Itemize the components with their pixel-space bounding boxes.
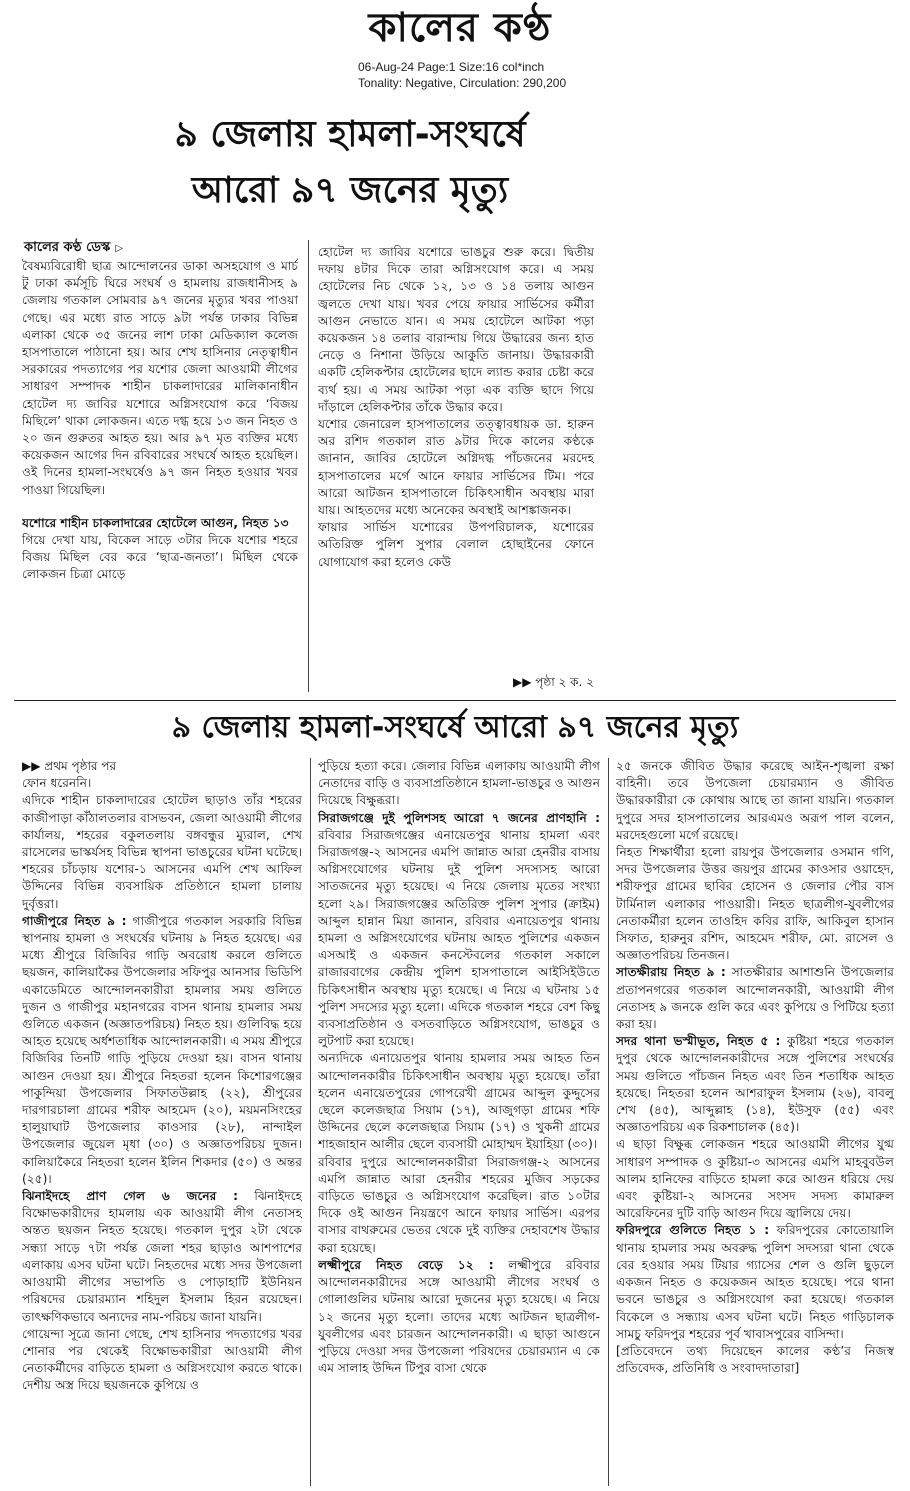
clip-meta-date-size: 06-Aug-24 Page:1 Size:16 col*inch bbox=[358, 60, 545, 74]
subhead-sirajganj: সিরাজগঞ্জে দুই পুলিশসহ আরো ৭ জনের প্রাণহানি : bbox=[318, 810, 600, 825]
byline-text: কালের কণ্ঠ ডেস্ক bbox=[24, 240, 111, 255]
top-headline-line2: আরো ৯৭ জনের মৃত্যু bbox=[191, 170, 509, 211]
jump-col2-paragraph: পুড়িয়ে হত্যা করে। জেলার বিভিন্ন এলাকায় আওয়ামী লীগ নেতাদের বাড়ি ও ব্যবসাপ্রতিষ্ঠানে হামলা-ভাঙচুর ও আগুন দিয়েছে বিক্ষুব্ধরা। bbox=[318, 759, 600, 808]
column-divider-2 bbox=[310, 758, 311, 1486]
top-headline-line1: ৯ জেলায় হামলা-সংঘর্ষে bbox=[174, 114, 526, 155]
jump-column-3: ২৫ জনকে জীবিত উদ্ধার করেছে আইন-শৃঙ্খলা রক্ষা বাহিনী। তবে উপজেলা চেয়ারম্যান ও জীবিত উদ্ধারকারীরা কে কোথায় আছে তা জানা যায়নি। গতকাল দুপুরে সদর হাসপাতালের আরএমও অরূপ পাল বলেন, মরদেহগুলো মর্গে রয়েছে। নিহত শিক্ষার্থীরা হলো রায়পুর উপজেলার ওসমান গণি, সদর উপজেলার উত্তর জয়পুর গ্রামের কাওসার ওয়াহেদ, শরীফপুর গ্রামের ছাবির হোসেন ও জেলার পৌর বাস টার্মিনাল এলাকার পাওয়ারী। নিহত ছাত্রলীগ-যুবলীগের নেতাকর্মীরা হলেন তাওহিদ কবির রাফি, আকিবুল হাসান সিফাত, হারুনুর রশিদ, আহমেদ শরীফ, মো. রাসেল ও অজ্ঞাতপরিচয় তিনজন। সাতক্ষীরায় নিহত ৯ : সাতক্ষীরার আশাশুনি উপজেলার প্রতাপনগরের গতকাল আন্দোলনকারী, আওয়ামী লীগ নেতাসহ ৯ জনকে গুলি করে এবং কুপিয়ে ও পিটিয়ে হত্যা করা হয়। সদর থানা ভস্মীভূত, নিহত ৫ : কুষ্টিয়া শহরে গতকাল দুপুর থেকে আন্দোলনকারীদের সঙ্গে পুলিশের সংঘর্ষের সময় গুলিতে পাঁচজন নিহত এবং তিন শতাধিক আহত হয়েছে। নিহতরা হলেন আশরাফুল ইসলাম (২৬), বাবলু শেখ (৪৫), আব্দুল্লাহ (১৪), ইউসুফ (৫৫) এবং অজ্ঞাতপরিচয় এক রিকশাচালক (৪৫)। এ ছাড়া বিক্ষুব্ধ লোকজন শহরে আওয়ামী লীগের যুগ্ম সাধারণ সম্পাদক ও কুষ্টিয়া-৩ আসনের এমপি মাহবুবউল আলম হানিফের বাড়িতে হামলা করে আগুন ধরিয়ে দেয় এবং কুষ্টিয়া-২ আসনের সংসদ সদস্য কামারুল আরেফিনের দুটি বাড়ি আগুন দিয়ে জ্বালিয়ে দেয়। ফরিদপুরে গুলিতে নিহত ১ : ফরিদপুরের কোতোয়ালি থানায় হামলার সময় অবরুদ্ধ পুলিশ সদস্যরা থানা থেকে বের হওয়ার সময় টিয়ার গ্যাসের শেল ও গুলি ছুড়লে একজন নিহত ও কয়েকজন আহত হয়েছে। পরে থানা ভবনে ভাঙচুর ও অগ্নিসংযোগ করা হয়েছে। গতকাল বিকেলে ও সন্ধ্যায় এসব ঘটনা ঘটে। নিহত গাড়িচালক সামচু ফরিদপুর শহরের পূর্ব খাবাসপুরের বাসিন্দা। [প্রতিবেদনে তথ্য দিয়েছেন কালের কণ্ঠ’র নিজস্ব প্রতিবেদক, প্রতিনিধি ও সংবাদদাতারা] bbox=[616, 758, 894, 1486]
continued-on-page: ▶▶ পৃষ্ঠা ২ ক. ২ bbox=[513, 675, 594, 689]
jump-col1-paragraph-5: গোয়েন্দা সূত্রে জানা গেছে, শেখ হাসিনার পদত্যাগের খবর শোনার পর থেকেই বিক্ষোভকারীরা আওয়ামী লীগ নেতাকর্মীদের বাড়িতে হামলা ও অগ্নিসংযোগ করতে থাকে। দেশীয় অস্ত্র দিয়ে ছয়জনকে কুপিয়ে ও bbox=[22, 1326, 302, 1393]
top-col2-paragraph-3: ফায়ার সার্ভিস যশোরের উপপরিচালক, যশোরের অতিরিক্ত পুলিশ সুপার বেলাল হোছাইনের ফোনে যোগাযোগ করা হলেও কেউ bbox=[318, 520, 594, 569]
top-story-column-2 bbox=[318, 244, 594, 672]
jump-col1-paragraph-4: ঝিনাইদহে প্রাণ গেল ৬ জনের : ঝিনাইদহে বিক্ষোভকারীদের হামলায় এক আওয়ামী লীগ নেতাসহ অন্তত ছয়জন নিহত হয়েছে। গতকাল দুপুর ২টা থেকে সন্ধ্যা সাড়ে ৭টা পর্যন্ত জেলা শহর ছাড়াও আশপাশের এলাকায় এসব ঘটনা ঘটে। নিহতদের মধ্যে সদর উপজেলা আওয়ামী লীগের সভাপতি ও পোড়াহাটি ইউনিয়ন পরিষদের চেয়ারম্যান শহিদুল ইসলাম হিরন রয়েছেন। তাৎক্ষণিকভাবে অন্যদের নাম-পরিচয় জানা যায়নি। bbox=[22, 1189, 302, 1324]
column-divider bbox=[308, 240, 309, 692]
top-col1-paragraph: বৈষম্যবিরোধী ছাত্র আন্দোলনের ডাকা অসহযোগ ও মার্চ টু ঢাকা কর্মসূচি ঘিরে সংঘর্ষ ও হামলায় রাজধানীসহ ৯ জেলায় গতকাল সোমবার ৯৭ জনের মৃত্যুর খবর পাওয়া গেছে। এর মধ্যে রাত সাড়ে ৯টা পর্যন্ত ঢাকার বিভিন্ন এলাকা থেকে ৩৫ জনের লাশ ঢাকা মেডিক্যাল কলেজ হাসপাতালে পাঠানো হয়। আর শেখ হাসিনার নেতৃত্বাধীন সরকারের পদত্যাগের পর যশোর জেলা আওয়ামী লীগের সাধারণ সম্পাদক শাহীন চাকলাদারের মালিকানাধীন হোটেল দ্য জাবির যশোরে অগ্নিসংযোগ করে ‘বিজয় মিছিলে’ থাকা লোকজন। এতে দগ্ধ হয়ে ১৩ জন নিহত ও ২০ জন গুরুতর আহত হয়। আর ৯৭ মৃত ব্যক্তির মধ্যে কয়েকজন আগের দিন রবিবারের সংঘর্ষে আহত হয়েছিল। ওই দিনের হামলা-সংঘর্ষেও ৯৭ জন নিহত হওয়ার খবর পাওয়া গিয়েছিল। bbox=[22, 259, 298, 497]
subhead-gazipur: গাজীপুরে নিহত ৯ : bbox=[22, 913, 127, 928]
subhead-lakshmipur: লক্ষ্মীপুরে নিহত বেড়ে ১২ : bbox=[318, 1257, 494, 1272]
top-story-column-1 bbox=[22, 258, 298, 692]
subhead-jhenaidah: ঝিনাইদহে প্রাণ গেল ৬ জনের : bbox=[22, 1189, 239, 1204]
jump-col3-credit: [প্রতিবেদনে তথ্য দিয়েছেন কালের কণ্ঠ’র নিজস্ব প্রতিবেদক, প্রতিনিধি ও সংবাদদাতারা] bbox=[616, 1343, 894, 1376]
jump-headline: ৯ জেলায় হামলা-সংঘর্ষে আরো ৯৭ জনের মৃত্যু bbox=[171, 710, 739, 745]
top-col2-paragraph-2: যশোর জেনারেল হাসপাতালের তত্ত্বাবধায়ক ডা. হারুন অর রশিদ গতকাল রাত ৯টার দিকে কালের কণ্ঠকে জানান, জাবির হোটেলে অগ্নিদগ্ধ পাঁচজনের মরদেহ হাসপাতালের মর্গে আনে ফায়ার সার্ভিসের টিম। পরে আরো আটজন হাসপাতালে চিকিৎসাধীন অবস্থায় মারা যায়। আহতদের মধ্যে অনেকের অবস্থাই আশঙ্কাজনক। bbox=[318, 417, 594, 518]
section-divider bbox=[14, 700, 896, 701]
byline-arrow-icon: ▷ bbox=[115, 243, 124, 254]
top-col1-paragraph-2: গিয়ে দেখা যায়, বিকেল সাড়ে ৩টার দিকে যশোর শহরে বিজয় মিছিল বের করে ‘ছাত্র-জনতা’। মিছিল থেকে লোকজন চিত্রা মোড়ে bbox=[22, 533, 298, 582]
subhead-satkhira: সাতক্ষীরায় নিহত ৯ : bbox=[616, 965, 726, 980]
subhead-faridpur: ফরিদপুরে গুলিতে নিহত ১ : bbox=[616, 1223, 770, 1238]
column-divider-3 bbox=[608, 758, 609, 1486]
jump-col1-paragraph-2: এদিকে শাহীন চাকলাদারের হোটেল ছাড়াও তাঁর শহরের কাজীপাড়া কাঁঠালতলার বাসভবন, জেলা আওয়ামী লীগের কার্যালয়, শহরের বকুলতলায় বঙ্গবন্ধুর ম্যুরাল, শেখ রাসেলের ভাস্কর্যসহ বিভিন্ন স্থাপনা ভাঙচুরের ঘটনা ঘটেছে। শহরের চাঁচড়ায় যশোর-১ আসনের এমপি শেখ আফিল উদ্দিনের বিভিন্ন ব্যবসায়িক প্রতিষ্ঠানে হামলা চালায় দুর্বৃত্তরা। bbox=[22, 793, 302, 911]
from-front-page: ▶▶ প্রথম পৃষ্ঠার পর bbox=[22, 759, 117, 773]
jump-col1-paragraph: ফোন ধরেননি। bbox=[22, 776, 92, 791]
top-col2-paragraph: হোটেল দ্য জাবির যশোরে ভাঙচুর শুরু করে। দ্বিতীয় দফায় ৪টার দিকে তারা অগ্নিসংযোগ করে। এ সময় হোটেলের নিচ থেকে ১২, ১৩ ও ১৪ তলায় আগুন জ্বলতে দেখা যায়। খবর পেয়ে ফায়ার সার্ভিসের কর্মীরা আগুন নেভাতে যান। এ সময় হোটেলে আটকা পড়া কয়েকজন ১৪ তলার বারান্দায় গিয়ে উদ্ধারের জন্য হাত নেড়ে ও নিশানা উড়িয়ে আকুতি জানায়। উদ্ধারকারী একটি হেলিকপ্টার হোটেলের ছাদে ল্যান্ড করার চেষ্টা করে ব্যর্থ হয়। এ সময় আটকা পড়া এক ব্যক্তি ছাদে গিয়ে দাঁড়ালে হেলিকপ্টার তাঁকে উদ্ধার করে। bbox=[318, 245, 594, 414]
jump-col1-paragraph-3: গাজীপুরে নিহত ৯ : গাজীপুরে গতকাল সরকারি বিভিন্ন স্থাপনায় হামলা ও সংঘর্ষের ঘটনায় ৯ নিহত হয়েছে। এর মধ্যে শ্রীপুরে বিজিবির গাড়ি অবরোধ করলে গুলিতে ছয়জন, কালিয়াকৈর উপজেলার সফিপুর আনসার ভিডিপি একাডেমিতে আন্দোলনকারীরা হামলার সময় গুলিতে দুজন ও গাজীপুর মহানগরের বাসন থানায় হামলার সময় গুলিতে একজন (অজ্ঞাতপরিচয়) নিহত হয়। গুলিবিদ্ধ হয়ে আহত হয়েছে অর্ধশতাধিক আন্দোলনকারী। এ সময় শ্রীপুরে বিজিবির তিনটি গাড়ি পুড়িয়ে দেওয়া হয়। বাসন থানায় আগুন দেওয়া হয়। শ্রীপুরে নিহতরা হলেন কিশোরগঞ্জের পাকুন্দিয়া উপজেলার সিফাতউল্লাহ (২২), শ্রীপুরের দারগারচালা গ্রামের শরীফ আহমেদ (২০), ময়মনসিংহের হালুয়াঘাট উপজেলার কাওসার (২৮), নান্দাইল উপজেলার জুয়েল মৃধা (৩০) ও অজ্ঞাতপরিচয় দুজন। কালিয়াকৈরে নিহতরা হলেন ইলিন শিকদার (৫০) ও অন্তর (২৫)। bbox=[22, 913, 302, 1186]
clip-meta-tonality: Tonality: Negative, Circulation: 290,200 bbox=[358, 76, 567, 90]
jump-column-2: পুড়িয়ে হত্যা করে। জেলার বিভিন্ন এলাকায় আওয়ামী লীগ নেতাদের বাড়ি ও ব্যবসাপ্রতিষ্ঠানে হামলা-ভাঙচুর ও আগুন দিয়েছে বিক্ষুব্ধরা। সিরাজগঞ্জে দুই পুলিশসহ আরো ৭ জনের প্রাণহানি : রবিবার সিরাজগঞ্জের এনায়েতপুর থানায় হামলা এবং সিরাজগঞ্জ-২ আসনের এমপি জান্নাত আরা হেনরীর বাসায় অগ্নিসংযোগের ঘটনায় দুই পুলিশ সদস্যসহ আরো সাতজনের মৃত্যু হয়েছে। এ নিয়ে জেলায় মৃতের সংখ্যা হলো ২৯। সিরাজগঞ্জের অতিরিক্ত পুলিশ সুপার (ক্রাইম) আব্দুল হান্নান মিয়া জানান, রবিবার এনায়েতপুর থানায় হামলা ও অগ্নিসংযোগের ঘটনায় আহত পুলিশের একজন এসআই ও একজন কনস্টেবলের গতকাল সকালে রাজারবাগের কেন্দ্রীয় পুলিশ হাসপাতালে আইসিইউতে চিকিৎসাধীন অবস্থায় মৃত্যু হয়েছে। এ নিয়ে এ ঘটনায় ১৫ পুলিশ সদস্যের মৃত্যু হলো। এদিকে গতকাল শহরে বেশ কিছু ব্যবসাপ্রতিষ্ঠান ও বসতবাড়িতে অগ্নিসংযোগ, ভাঙচুর ও লুটপাট করা হয়েছে। অন্যদিকে এনায়েতপুর থানায় হামলার সময় আহত তিন আন্দোলনকারীর চিকিৎসাধীন অবস্থায় মৃত্যু হয়েছে। তাঁরা হলেন এনায়েতপুরের গোপরেখী গ্রামের আব্দুল কুদ্দুসের ছেলে কলেজছাত্র সিয়াম (১৭), আজুগড়া গ্রামের শফি উদ্দিনের ছেলে কলেজছাত্র সিয়াম (১৭) ও খুকনী গ্রামের শাহজাহান আলীর ছেলে ব্যবসায়ী মোহাম্মদ ইয়াহিয়া (৩০)। রবিবার দুপুরে আন্দোলনকারীরা সিরাজগঞ্জ-২ আসনের এমপি জান্নাত আরা হেনরীর শহরের মুজিব সড়কের বাড়িতে ভাঙচুর ও অগ্নিসংযোগ করেছিল। রাত ১০টার দিকে ওই আগুন নিয়ন্ত্রণে আনে ফায়ার সার্ভিস। এরপর বাসার বাথরুমের ভেতর থেকে দুই ব্যক্তির দেহাবশেষ উদ্ধার করা হয়েছে। লক্ষ্মীপুরে নিহত বেড়ে ১২ : লক্ষ্মীপুরে রবিবার আন্দোলনকারীদের সঙ্গে আওয়ামী লীগের সংঘর্ষ ও গোলাগুলির ঘটনায় আরো দুজনের মৃত্যু হয়েছে। এ নিয়ে ১২ জনের মৃত্যু হলো। তাদের মধ্যে আটজন ছাত্রলীগ-যুবলীগের এবং চারজন আন্দোলনকারী। এ ছাড়া আগুনে পুড়িয়ে দেওয়া সদর উপজেলা পরিষদের চেয়ারম্যান এ কে এম সালাহ উদ্দিন টিপুর বাসা থেকে bbox=[318, 759, 600, 1376]
newspaper-logo: কালের কণ্ঠ bbox=[368, 4, 552, 51]
jump-col2-paragraph-3: অন্যদিকে এনায়েতপুর থানায় হামলার সময় আহত তিন আন্দোলনকারীর চিকিৎসাধীন অবস্থায় মৃত্যু হয়েছে। তাঁরা হলেন এনায়েতপুরের গোপরেখী গ্রামের আব্দুল কুদ্দুসের ছেলে কলেজছাত্র সিয়াম (১৭), আজুগড়া গ্রামের শফি উদ্দিনের ছেলে কলেজছাত্র সিয়াম (১৭) ও খুকনী গ্রামের শাহজাহান আলীর ছেলে ব্যবসায়ী মোহাম্মদ ইয়াহিয়া (৩০)। bbox=[318, 1051, 600, 1152]
jump-col3-paragraph: ২৫ জনকে জীবিত উদ্ধার করেছে আইন-শৃঙ্খলা রক্ষা বাহিনী। তবে উপজেলা চেয়ারম্যান ও জীবিত উদ্ধারকারীরা কে কোথায় আছে তা জানা যায়নি। গতকাল দুপুরে সদর হাসপাতালের আরএমও অরূপ পাল বলেন, মরদেহগুলো মর্গে রয়েছে। bbox=[616, 759, 894, 842]
jump-col3-paragraph-5: এ ছাড়া বিক্ষুব্ধ লোকজন শহরে আওয়ামী লীগের যুগ্ম সাধারণ সম্পাদক ও কুষ্টিয়া-৩ আসনের এমপি মাহবুবউল আলম হানিফের বাড়িতে হামলা করে আগুন ধরিয়ে দেয় এবং কুষ্টিয়া-২ আসনের সংসদ সদস্য কামারুল আরেফিনের দুটি বাড়ি আগুন দিয়ে জ্বালিয়ে দেয়। bbox=[616, 1137, 894, 1221]
jump-col2-paragraph-4: রবিবার দুপুরে আন্দোলনকারীরা সিরাজগঞ্জ-২ আসনের এমপি জান্নাত আরা হেনরীর শহরের মুজিব সড়কের বাড়িতে ভাঙচুর ও অগ্নিসংযোগ করেছিল। রাত ১০টার দিকে ওই আগুন নিয়ন্ত্রণে আনে ফায়ার সার্ভিস। এরপর বাসার বাথরুমের ভেতর থেকে দুই ব্যক্তির দেহাবশেষ উদ্ধার করা হয়েছে। bbox=[318, 1154, 600, 1255]
byline bbox=[24, 236, 123, 259]
jump-col3-paragraph-2: নিহত শিক্ষার্থীরা হলো রায়পুর উপজেলার ওসমান গণি, সদর উপজেলার উত্তর জয়পুর গ্রামের কাওসার ওয়াহেদ, শরীফপুর গ্রামের ছাবির হোসেন ও জেলার পৌর বাস টার্মিনাল এলাকার পাওয়ারী। নিহত ছাত্রলীগ-যুবলীগের নেতাকর্মীরা হলেন তাওহিদ কবির রাফি, আকিবুল হাসান সিফাত, হারুনুর রশিদ, আহমেদ শরীফ, মো. রাসেল ও অজ্ঞাতপরিচয় তিনজন। bbox=[616, 845, 894, 963]
jump-column-1 bbox=[22, 758, 302, 1486]
subhead-kushtia: সদর থানা ভস্মীভূত, নিহত ৫ : bbox=[616, 1034, 781, 1049]
top-col1-subheading: যশোরে শাহীন চাকলাদারের হোটেলে আগুন, নিহত ১৩ bbox=[22, 515, 289, 530]
